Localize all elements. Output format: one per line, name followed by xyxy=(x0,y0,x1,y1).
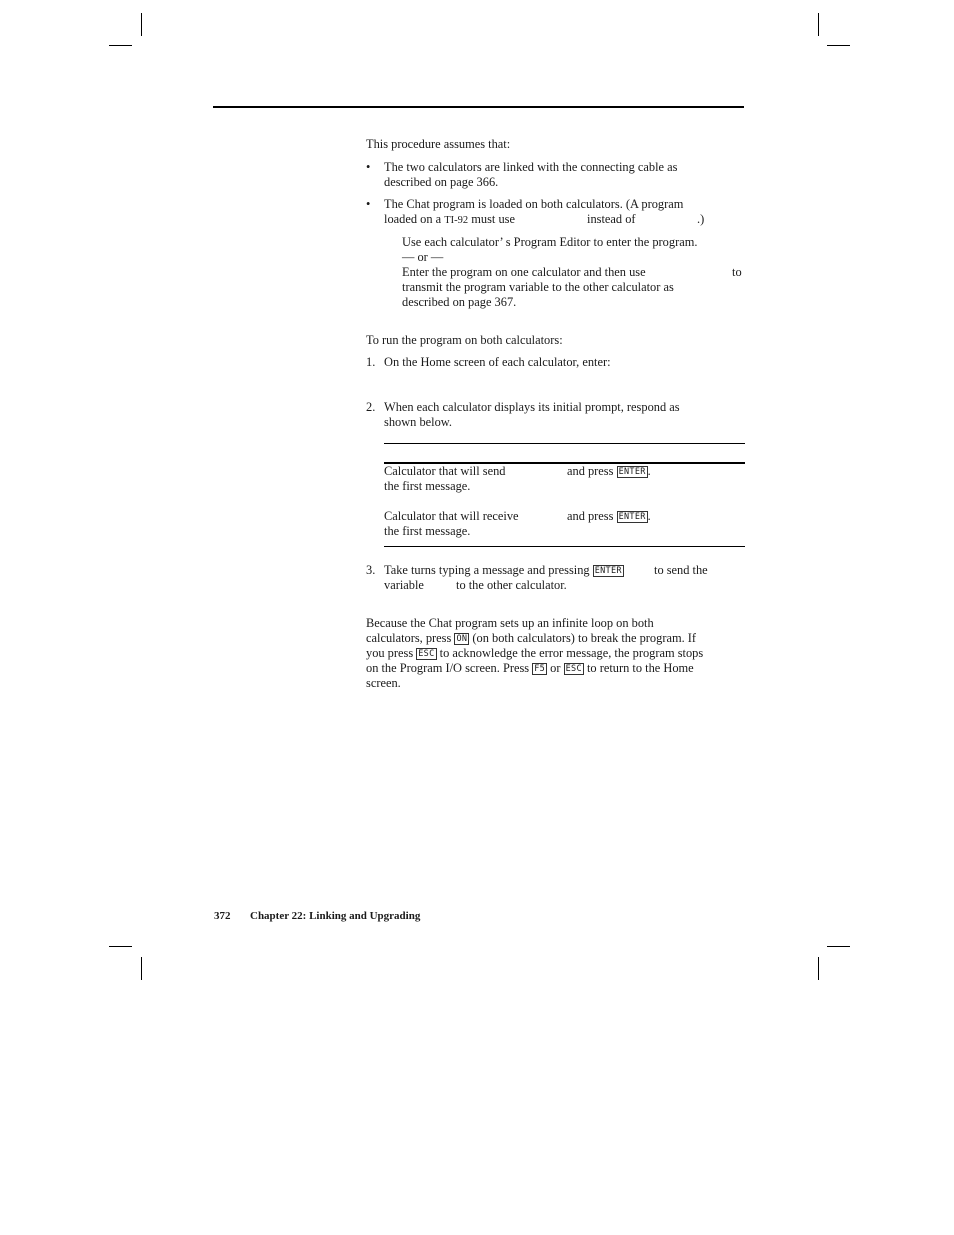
or-separator: — or — xyxy=(402,250,444,264)
header-rule xyxy=(213,106,744,108)
bullet-text: described on page 366. xyxy=(384,175,499,189)
step-text: shown below. xyxy=(384,415,453,429)
paragraph-line: you press ESC to acknowledge the error message, the program stops xyxy=(366,646,704,660)
page-number: 372 xyxy=(214,910,231,922)
enter-key: ENTER xyxy=(618,467,646,477)
crop-mark xyxy=(141,13,142,36)
step-text: When each calculator displays its initial prompt, respond as xyxy=(384,400,680,414)
crop-mark xyxy=(109,946,132,947)
bullet-text: instead of xyxy=(587,212,636,226)
step-number: 3. xyxy=(366,563,376,577)
crop-mark xyxy=(141,957,142,980)
step-text: to send the xyxy=(654,563,708,577)
esc-key: ESC xyxy=(565,664,582,674)
bullet-text: The two calculators are linked with the connecting cable as xyxy=(384,160,678,174)
step-text: On the Home screen of each calculator, enter: xyxy=(384,355,611,369)
chapter-title: Chapter 22: Linking and Upgrading xyxy=(250,910,421,922)
step-number: 1. xyxy=(366,355,376,369)
paragraph-line: calculators, press ON (on both calculators) to break the program. If xyxy=(366,631,697,645)
model-name: TI-92 xyxy=(444,215,469,226)
crop-mark xyxy=(109,45,132,46)
step-number: 2. xyxy=(366,400,376,414)
enter-key: ENTER xyxy=(594,566,622,576)
table-cell: and press ENTER . xyxy=(567,464,651,478)
option-text: to xyxy=(732,265,742,279)
run-intro-text: To run the program on both calculators: xyxy=(366,333,563,347)
option-text: Use each calculator’ s Program Editor to enter the program. xyxy=(402,235,698,249)
option-text: described on page 367. xyxy=(402,295,517,309)
option-text: Enter the program on one calculator and then use xyxy=(402,265,646,279)
table-cell: the first message. xyxy=(384,524,471,538)
crop-mark xyxy=(818,13,819,36)
crop-mark xyxy=(827,946,850,947)
paragraph-line: Because the Chat program sets up an infinite loop on both xyxy=(366,616,654,630)
intro-text: This procedure assumes that: xyxy=(366,137,511,151)
crop-mark xyxy=(818,957,819,980)
bullet-text: The Chat program is loaded on both calculators. (A program xyxy=(384,197,684,211)
table-rule xyxy=(384,546,745,547)
table-cell: Calculator that will send xyxy=(384,464,506,478)
table-cell: the first message. xyxy=(384,479,471,493)
on-key: ON xyxy=(456,634,468,644)
step-text: Take turns typing a message and pressing ENTER xyxy=(384,563,622,577)
bullet-glyph: • xyxy=(366,197,371,211)
esc-key: ESC xyxy=(418,649,435,659)
crop-mark xyxy=(827,45,850,46)
step-text: to the other calculator. xyxy=(456,578,567,592)
bullet-text: .) xyxy=(697,212,705,226)
enter-key: ENTER xyxy=(618,512,646,522)
option-text: transmit the program variable to the other calculator as xyxy=(402,280,674,294)
table-cell: Calculator that will receive xyxy=(384,509,519,523)
step-text: variable xyxy=(384,578,424,592)
paragraph-line: screen. xyxy=(366,676,401,690)
table-rule xyxy=(384,443,745,444)
paragraph-line: on the Program I/O screen. Press F5 or ESC to return to the Home xyxy=(366,661,694,675)
f5-key: F5 xyxy=(534,664,546,674)
bullet-glyph: • xyxy=(366,160,371,174)
bullet-text: loaded on a TI-92 must use xyxy=(384,212,515,226)
table-cell: and press ENTER . xyxy=(567,509,651,523)
